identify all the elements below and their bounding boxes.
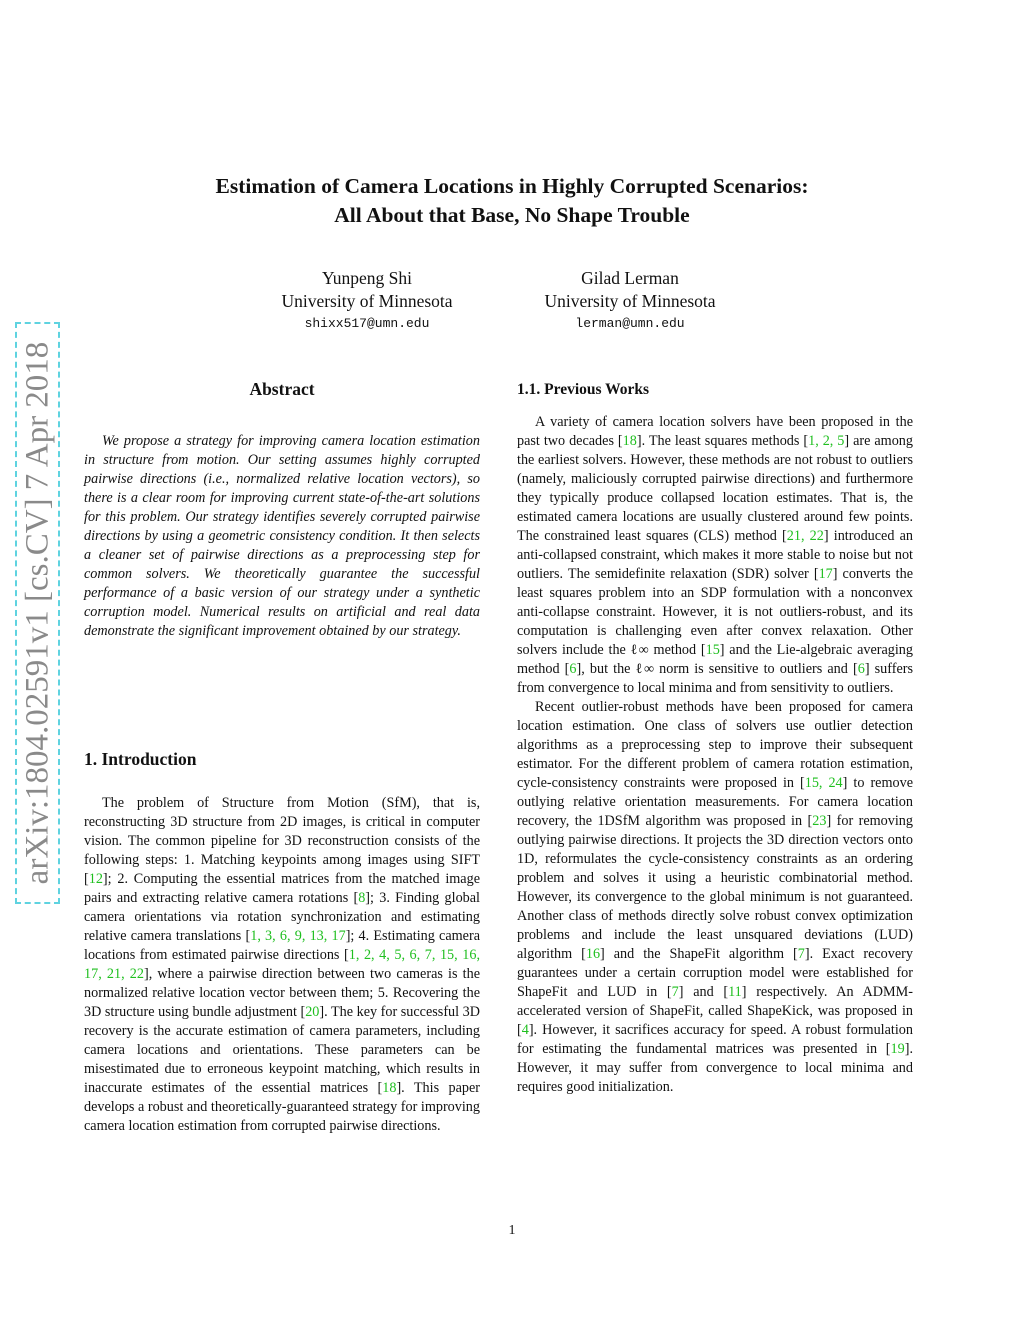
citation-link[interactable]: 17 [818, 566, 833, 582]
text-run: ], where a pairwise direction between two cameras is the normalized relative location vector between them; 5. Recovering the 3D structure using bundle adjustment [ [84, 966, 481, 1020]
page-number: 1 [508, 1223, 516, 1238]
text-run: Recent outlier-robust methods have been proposed for camera location estimation. One class of solvers use outlier detection algorithms as a preprocessing step to improve their subsequent estimator. For the different problem of camera rotation estimation, cycle-consistency constraints were proposed in [ [517, 699, 913, 791]
author-name: Yunpeng Shi [322, 268, 412, 288]
introduction-heading: 1. Introduction [84, 749, 197, 769]
title-line-1: Estimation of Camera Locations in Highly Corrupted Scenarios: [215, 174, 809, 198]
citation-link[interactable]: 7 [671, 984, 679, 1000]
author-email[interactable]: lerman@umn.edu [575, 316, 685, 331]
text-run: A variety of camera location solvers have been proposed in the past two decades [ [517, 414, 913, 449]
text-run: ]. This paper develops a robust and theoretically-guaranteed strategy for improving camera location estimation from corrupted pairwise directions. [84, 1080, 480, 1134]
author-block-1 [247, 267, 487, 336]
arxiv-stamp-text: arXiv:1804.02591v1 [cs.CV] 7 Apr 2018 [19, 341, 55, 885]
text-run: ] for removing outlying pairwise directions. It projects the 3D direction vectors onto 1D, reformulates the cycle-consistency constraints as an ordering problem and solves it using a heuristic combinatorial method. However, its convergence to the global minimum is not guaranteed. Another class of methods directly solve robust convex optimization problems and include the least unsquared deviations (LUD) algorithm [ [517, 813, 913, 962]
text-run: ]. Exact recovery guarantees under a certain corruption model were established for ShapeFit and LUD in [ [517, 946, 913, 1000]
text-run: ] introduced an anti-collapsed constraint, which makes it more stable to noise but not outliers. The semidefinite relaxation (SDR) solver [ [517, 528, 914, 582]
text-run: ] respectively. An ADMM-accelerated version of ShapeFit, called ShapeKick, was proposed in [ [517, 984, 913, 1038]
previous-works-paragraph-2 [517, 698, 913, 1097]
previous-works-body [517, 413, 913, 1097]
citation-link[interactable]: 7 [797, 946, 805, 962]
previous-works-heading: 1.1. Previous Works [517, 381, 650, 398]
text-run: ]. The key for successful 3D recovery is the accurate estimation of camera parameters, including camera locations and orientations. These parameters can be misestimated due to erroneous keypoint matching, which results in inaccurate estimates of the essential matrices [ [84, 1004, 480, 1096]
text-run: ] and [ [678, 984, 729, 1000]
citation-link[interactable]: 1, 2, 5 [808, 433, 845, 449]
introduction-body [84, 794, 480, 1136]
text-run: ]; 3. Finding global camera orientations via rotation synchronization and estimating relative camera translations [ [84, 890, 480, 944]
citation-link[interactable]: 20 [305, 1004, 320, 1020]
citation-link[interactable]: 1, 2, 4, 5, 6, 7, 15, 16, 17, 21, 22 [84, 947, 481, 982]
citation-link[interactable]: 19 [890, 1041, 905, 1057]
citation-link[interactable]: 11 [728, 984, 742, 1000]
text-run: ] converts the least squares problem into an SDP formulation with a nonconvex anti-collapse constraint. However, it is not outliers-robust, and its computation is challenging even after convex relaxation. Other solvers include the ℓ∞ method [ [517, 566, 913, 658]
abstract-paragraph: We propose a strategy for improving camera location estimation in structure from motion. Our setting assumes highly corrupted pairwise directions (i.e., normalized relative location vectors), so there is a clear room for improving current state-of-the-art solutions for this problem. Our strategy identifies severely corrupted pairwise directions by using a geometric consistency condition. It then selects a cleaner set of pairwise directions as a preprocessing step for common solvers. We theoretically guarantee the successful performance of a basic version of our strategy under a synthetic corruption model. Numerical results on artificial and real data demonstrate the significant improvement obtained by our strategy. [84, 433, 480, 639]
citation-link[interactable]: 1, 3, 6, 9, 13, 17 [250, 928, 346, 944]
citation-link[interactable]: 18 [622, 433, 637, 449]
citation-link[interactable]: 23 [812, 813, 827, 829]
text-run: ] suffers from convergence to local minima and from sensitivity to outliers. [517, 661, 914, 696]
citation-link[interactable]: 16 [585, 946, 601, 962]
text-run: ]; 2. Computing the essential matrices from the matched image pairs and extracting relative camera rotations [ [84, 871, 480, 906]
text-run: ]. However, it may suffer from convergence to local minima and requires good initialization. [517, 1041, 913, 1095]
text-run: ]. The least squares methods [ [636, 433, 809, 449]
author-affiliation: University of Minnesota [281, 290, 453, 311]
paper-title [0, 172, 1024, 230]
citation-link[interactable]: 15 [705, 642, 720, 658]
citation-link[interactable]: 6 [569, 661, 577, 677]
arxiv-stamp[interactable] [15, 322, 60, 904]
abstract-text [84, 432, 480, 641]
author-name: Gilad Lerman [581, 268, 679, 288]
citation-link[interactable]: 8 [358, 890, 366, 906]
author-affiliation: University of Minnesota [544, 290, 716, 311]
citation-link[interactable]: 6 [857, 661, 865, 677]
citation-link[interactable]: 15, 24 [804, 775, 843, 791]
text-run: ]. However, it sacrifices accuracy for speed. A robust formulation for estimating the fundamental matrices was presented in [ [517, 1022, 913, 1057]
text-run: The problem of Structure from Motion (SfM), that is, reconstructing 3D structure from 2D images, is critical in computer vision. The common pipeline for 3D reconstruction consists of the following steps: 1. Matching keypoints among images using SIFT [ [84, 795, 480, 887]
text-run: ] to remove outlying relative orientation measurements. For camera location recovery, the 1DSfM algorithm was proposed in [ [517, 775, 913, 829]
citation-link[interactable]: 12 [88, 871, 103, 887]
text-run: ] and the Lie-algebraic averaging method [ [517, 642, 913, 677]
abstract-heading: Abstract [249, 379, 315, 399]
citation-link[interactable]: 18 [382, 1080, 397, 1096]
citation-link[interactable]: 4 [521, 1022, 529, 1038]
author-block-2 [510, 267, 750, 336]
intro-paragraph-1 [84, 794, 480, 1136]
text-run: ]; 4. Estimating camera locations from estimated pairwise directions [ [84, 928, 481, 963]
author-email[interactable]: shixx517@umn.edu [304, 316, 430, 331]
previous-works-paragraph-1 [517, 413, 913, 698]
title-line-2: All About that Base, No Shape Trouble [334, 203, 690, 227]
text-run: ], but the ℓ∞ norm is sensitive to outliers and [ [576, 661, 858, 677]
citation-link[interactable]: 21, 22 [786, 528, 824, 544]
text-run: ] are among the earliest solvers. However, these methods are not robust to outliers (namely, maliciously corrupted pairwise directions) and furthermore they typically produce collapsed location estimates. That is, the estimated camera locations are usually clustered around few points. The constrained least squares (CLS) method [ [517, 433, 913, 544]
text-run: ] and the ShapeFit algorithm [ [600, 946, 798, 962]
